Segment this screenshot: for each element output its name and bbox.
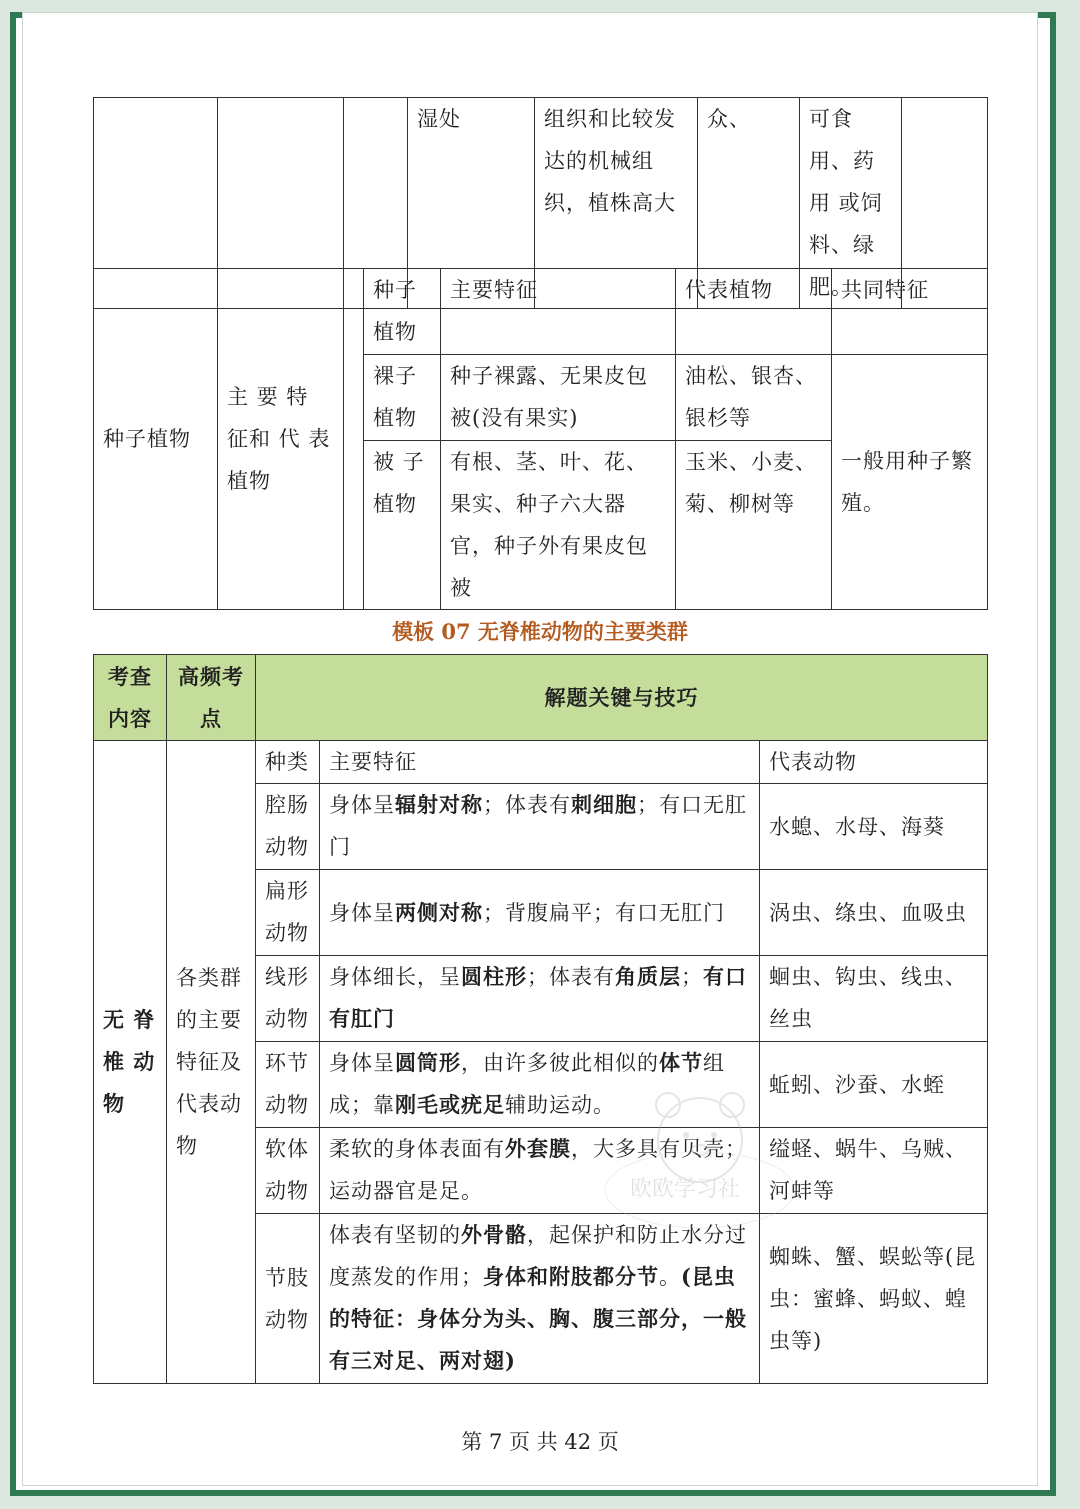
key-term: 刚毛或疣足 xyxy=(395,1092,505,1117)
feature-cell xyxy=(320,1214,760,1384)
key-term: 两侧对称 xyxy=(395,899,483,925)
examples-cell: 涡虫、绦虫、血吸虫 xyxy=(760,870,988,956)
type-cell: 环节动物 xyxy=(256,1042,320,1128)
page-footer: 第 7 页 共 42 页 xyxy=(461,1430,619,1454)
feature-cell xyxy=(320,784,760,870)
key-term: 体节 xyxy=(659,1050,703,1075)
type-cell: 节肢动物 xyxy=(256,1214,320,1384)
key-term: 辐射对称 xyxy=(395,792,483,817)
feature-text: 组成；靠 xyxy=(329,1051,725,1117)
key-term: 圆柱形 xyxy=(461,964,527,989)
habitat-cell: 湿处 xyxy=(408,98,535,309)
type-cell: 线形动物 xyxy=(256,956,320,1042)
sub-header-feature: 主要特征 xyxy=(320,741,760,784)
feature-cell xyxy=(320,1042,760,1128)
feature-cell xyxy=(320,1128,760,1214)
category-cell: 种子植物 xyxy=(94,269,218,610)
feature-gymnosperm: 种子裸露、无果皮包被(没有果实) xyxy=(441,355,676,441)
key-term: 圆筒形 xyxy=(395,1050,461,1075)
topic-cell: 各类群的主要特征及代表动物 xyxy=(167,741,256,1384)
feature-text: 体表有坚韧的 xyxy=(329,1223,461,1247)
examples-cell: 蛔虫、钩虫、线虫、丝虫 xyxy=(760,956,988,1042)
feature-text: 辅助运动。 xyxy=(505,1093,615,1117)
header-points: 高频考点 xyxy=(167,655,256,741)
type-cell: 扁形动物 xyxy=(256,870,320,956)
feature-text: 身体呈 xyxy=(329,793,395,817)
feature-text: 。 xyxy=(659,1265,681,1289)
header-content: 考查内容 xyxy=(94,655,167,741)
watermark-text: 欧欧学习社 xyxy=(630,1177,741,1202)
feature-text: ，大多具有贝壳；运动器官是足。 xyxy=(329,1137,747,1203)
feature-cell xyxy=(320,870,760,956)
examples-cell: 缢蛏、蜗牛、乌贼、河蚌等 xyxy=(760,1128,988,1214)
feature-text: ；背腹扁平；有口无肛门 xyxy=(483,900,725,925)
feature-text: ；有口无肛门 xyxy=(329,793,747,859)
feature-cell xyxy=(320,956,760,1042)
header-type: 种子植物 xyxy=(364,269,441,355)
feature-text: 柔软的身体表面有 xyxy=(329,1137,505,1161)
sub-header-examples: 代表动物 xyxy=(760,741,988,784)
feature-text: ，由许多彼此相似的 xyxy=(461,1051,659,1075)
feature-text: ； xyxy=(681,965,703,989)
examples-gymnosperm: 油松、银杏、银杉等 xyxy=(676,355,832,441)
key-term: 有口有肛门 xyxy=(329,964,747,1031)
header-feature: 主要特征 xyxy=(441,269,676,355)
section-title: 模板 07 无脊椎动物的主要类群 xyxy=(392,619,688,644)
feature-text: ；体表有 xyxy=(483,793,571,817)
common-feature-cell: 一般用种子繁殖。 xyxy=(832,355,988,610)
invertebrate-table xyxy=(93,654,988,1384)
header-examples: 代表植物 xyxy=(676,269,832,355)
header-key: 解题关键与技巧 xyxy=(256,655,988,741)
type-cell: 软体动物 xyxy=(256,1128,320,1214)
examples-cell: 水螅、水母、海葵 xyxy=(760,784,988,870)
type-gymnosperm: 裸子植物 xyxy=(364,355,441,441)
key-term: 刺细胞 xyxy=(571,792,637,817)
content-cell: 无 脊椎 动物 xyxy=(94,741,167,1384)
sub-header-type: 种类 xyxy=(256,741,320,784)
uses-cell: 可食用、药 用 或饲料、绿肥。 xyxy=(800,98,902,309)
type-angiosperm: 被 子植物 xyxy=(364,441,441,610)
key-term: (昆虫的特征：身体分为头、胸、腹三部分，一般有三对足、两对翅) xyxy=(329,1264,747,1373)
key-term: 身体和附肢都分节 xyxy=(483,1264,659,1289)
feature-text: ，起保护和防止水分过度蒸发的作用； xyxy=(329,1223,747,1289)
feature-text: ；体表有 xyxy=(527,965,615,989)
feature-text: 身体呈 xyxy=(329,1051,395,1075)
examples-cell: 众、 xyxy=(698,98,800,309)
examples-angiosperm: 玉米、小麦、菊、柳树等 xyxy=(676,441,832,610)
key-term: 外套膜 xyxy=(505,1136,571,1161)
key-term: 角质层 xyxy=(615,964,681,989)
feature-angiosperm: 有根、茎、叶、花、果实、种子六大器官，种子外有果皮包被 xyxy=(441,441,676,610)
examples-cell: 蜘蛛、蟹、蜈蚣等(昆虫：蜜蜂、蚂蚁、蝗虫等) xyxy=(760,1214,988,1384)
header-common: 共同特征 xyxy=(832,269,988,355)
spacer-cell xyxy=(344,269,364,610)
feature-text: 身体细长，呈 xyxy=(329,965,461,989)
feature-text: 身体呈 xyxy=(329,900,395,925)
examples-cell: 蚯蚓、沙蚕、水蛭 xyxy=(760,1042,988,1128)
seed-plant-table xyxy=(93,268,988,610)
structure-cell: 组织和比较发达的机械组织，植株高大 xyxy=(535,98,698,309)
type-cell: 腔肠动物 xyxy=(256,784,320,870)
topic-cell: 主 要 特 征和 代 表 植物 xyxy=(218,269,344,610)
key-term: 外骨骼 xyxy=(461,1222,527,1247)
